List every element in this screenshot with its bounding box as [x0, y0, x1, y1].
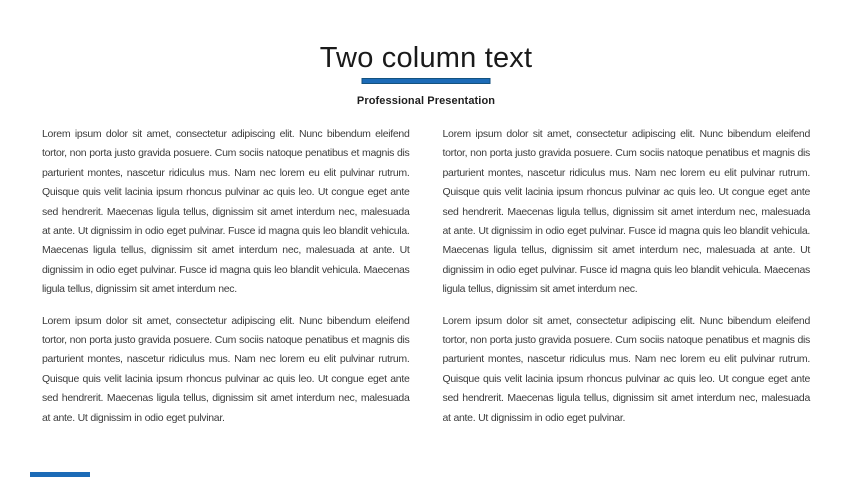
body-paragraph: Lorem ipsum dolor sit amet, consectetur adipiscing elit. Nunc bibendum eleifend tortor, non porta justo gravida posuere. Cum sociis natoque penatibus et magnis dis parturient montes, nascetur ridiculus mus. Nam nec lorem eu elit pulvinar rutrum. Quisque quis velit lacinia ipsum rhoncus pulvinar ac quis leo. Ut congue eget ante sed hendrerit. Maecenas ligula tellus, dignissim sit amet interdum nec, malesuada at ante. Ut dignissim in odio eget pulvinar. Fusce id magna quis leo blandit vehicula. Maecenas ligula tellus, dignissim sit amet interdum nec, malesuada at ante. Ut dignissim in odio eget pulvinar. Fusce id magna quis leo blandit vehicula. Maecenas ligula tellus, dignissim sit amet interdum nec. [442, 128, 810, 296]
body-paragraph: Lorem ipsum dolor sit amet, consectetur adipiscing elit. Nunc bibendum eleifend tortor, non porta justo gravida posuere. Cum sociis natoque penatibus et magnis dis parturient montes, nascetur ridiculus mus. Nam nec lorem eu elit pulvinar rutrum. Quisque quis velit lacinia ipsum rhoncus pulvinar ac quis leo. Ut congue eget ante sed hendrerit. Maecenas ligula tellus, dignissim sit amet interdum nec, malesuada at ante. Ut dignissim in odio eget pulvinar. [42, 314, 410, 424]
title-underline-bar [362, 78, 491, 84]
two-column-layout [42, 125, 810, 428]
text-column-left [42, 125, 410, 428]
body-paragraph: Lorem ipsum dolor sit amet, consectetur adipiscing elit. Nunc bibendum eleifend tortor, non porta justo gravida posuere. Cum sociis natoque penatibus et magnis dis parturient montes, nascetur ridiculus mus. Nam nec lorem eu elit pulvinar rutrum. Quisque quis velit lacinia ipsum rhoncus pulvinar ac quis leo. Ut congue eget ante sed hendrerit. Maecenas ligula tellus, dignissim sit amet interdum nec, malesuada at ante. Ut dignissim in odio eget pulvinar. [442, 314, 810, 424]
slide-subtitle: Professional Presentation [356, 95, 496, 107]
body-paragraph: Lorem ipsum dolor sit amet, consectetur adipiscing elit. Nunc bibendum eleifend tortor, non porta justo gravida posuere. Cum sociis natoque penatibus et magnis dis parturient montes, nascetur ridiculus mus. Nam nec lorem eu elit pulvinar rutrum. Quisque quis velit lacinia ipsum rhoncus pulvinar ac quis leo. Ut congue eget ante sed hendrerit. Maecenas ligula tellus, dignissim sit amet interdum nec, malesuada at ante. Ut dignissim in odio eget pulvinar. Fusce id magna quis leo blandit vehicula. Maecenas ligula tellus, dignissim sit amet interdum nec, malesuada at ante. Ut dignissim in odio eget pulvinar. Fusce id magna quis leo blandit vehicula. Maecenas ligula tellus, dignissim sit amet interdum nec. [42, 128, 410, 296]
slide-title: Two column text [319, 42, 533, 74]
text-column-right [443, 125, 811, 428]
bottom-left-accent-bar [30, 472, 90, 477]
